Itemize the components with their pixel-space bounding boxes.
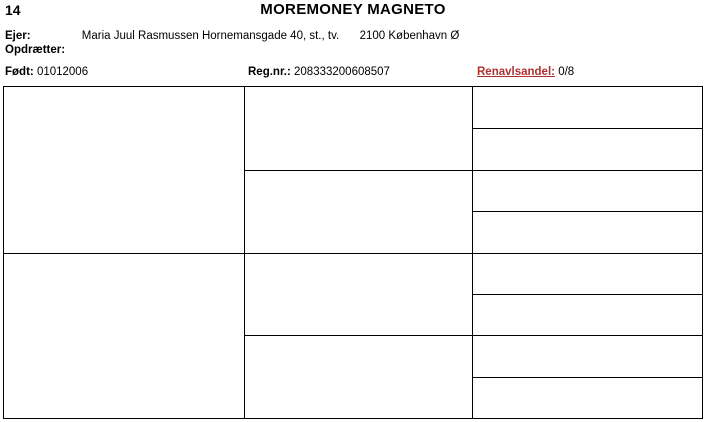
pedigree-cell xyxy=(245,87,472,170)
born-field xyxy=(5,66,88,78)
breeder-row xyxy=(5,44,65,56)
born-value: 01012006 xyxy=(36,66,89,78)
pedigree-generation-2 xyxy=(244,87,473,418)
pedigree-cell xyxy=(473,170,702,211)
owner-postal-city: 2100 København Ø xyxy=(359,30,460,42)
pedigree-table xyxy=(3,86,703,419)
pedigree-generation-1 xyxy=(4,87,244,418)
pedigree-generation-3 xyxy=(473,87,702,418)
page-title: MOREMONEY MAGNETO xyxy=(260,1,446,18)
info-strip xyxy=(0,66,706,84)
owner-row xyxy=(5,30,459,42)
owner-street: Hornemansgade 40, st., tv. xyxy=(201,30,340,42)
pedigree-cell xyxy=(473,253,702,294)
owner-name: Maria Juul Rasmussen xyxy=(81,30,199,42)
owner-label: Ejer: xyxy=(5,30,31,42)
breeder-label: Opdrætter: xyxy=(5,44,66,56)
pedigree-cell xyxy=(245,170,472,253)
registration-field xyxy=(248,66,390,78)
catalog-number: 14 xyxy=(5,2,21,18)
inbreeding-value: 0/8 xyxy=(558,66,575,78)
owner-value xyxy=(82,30,460,42)
pedigree-cell xyxy=(4,253,244,419)
pedigree-cell xyxy=(473,377,702,418)
pedigree-cell xyxy=(473,335,702,376)
pedigree-cell xyxy=(473,128,702,169)
inbreeding-field xyxy=(477,66,574,78)
pedigree-cell xyxy=(245,335,472,418)
pedigree-cell xyxy=(473,294,702,335)
pedigree-cell xyxy=(245,253,472,336)
inbreeding-label: Renavlsandel: xyxy=(477,66,555,78)
pedigree-cell xyxy=(473,211,702,252)
registration-value: 208333200608507 xyxy=(294,66,390,78)
pedigree-cell xyxy=(473,87,702,128)
page-header xyxy=(0,0,706,24)
registration-label: Reg.nr.: xyxy=(248,66,291,78)
born-label: Født: xyxy=(5,66,34,78)
pedigree-cell xyxy=(4,87,244,253)
